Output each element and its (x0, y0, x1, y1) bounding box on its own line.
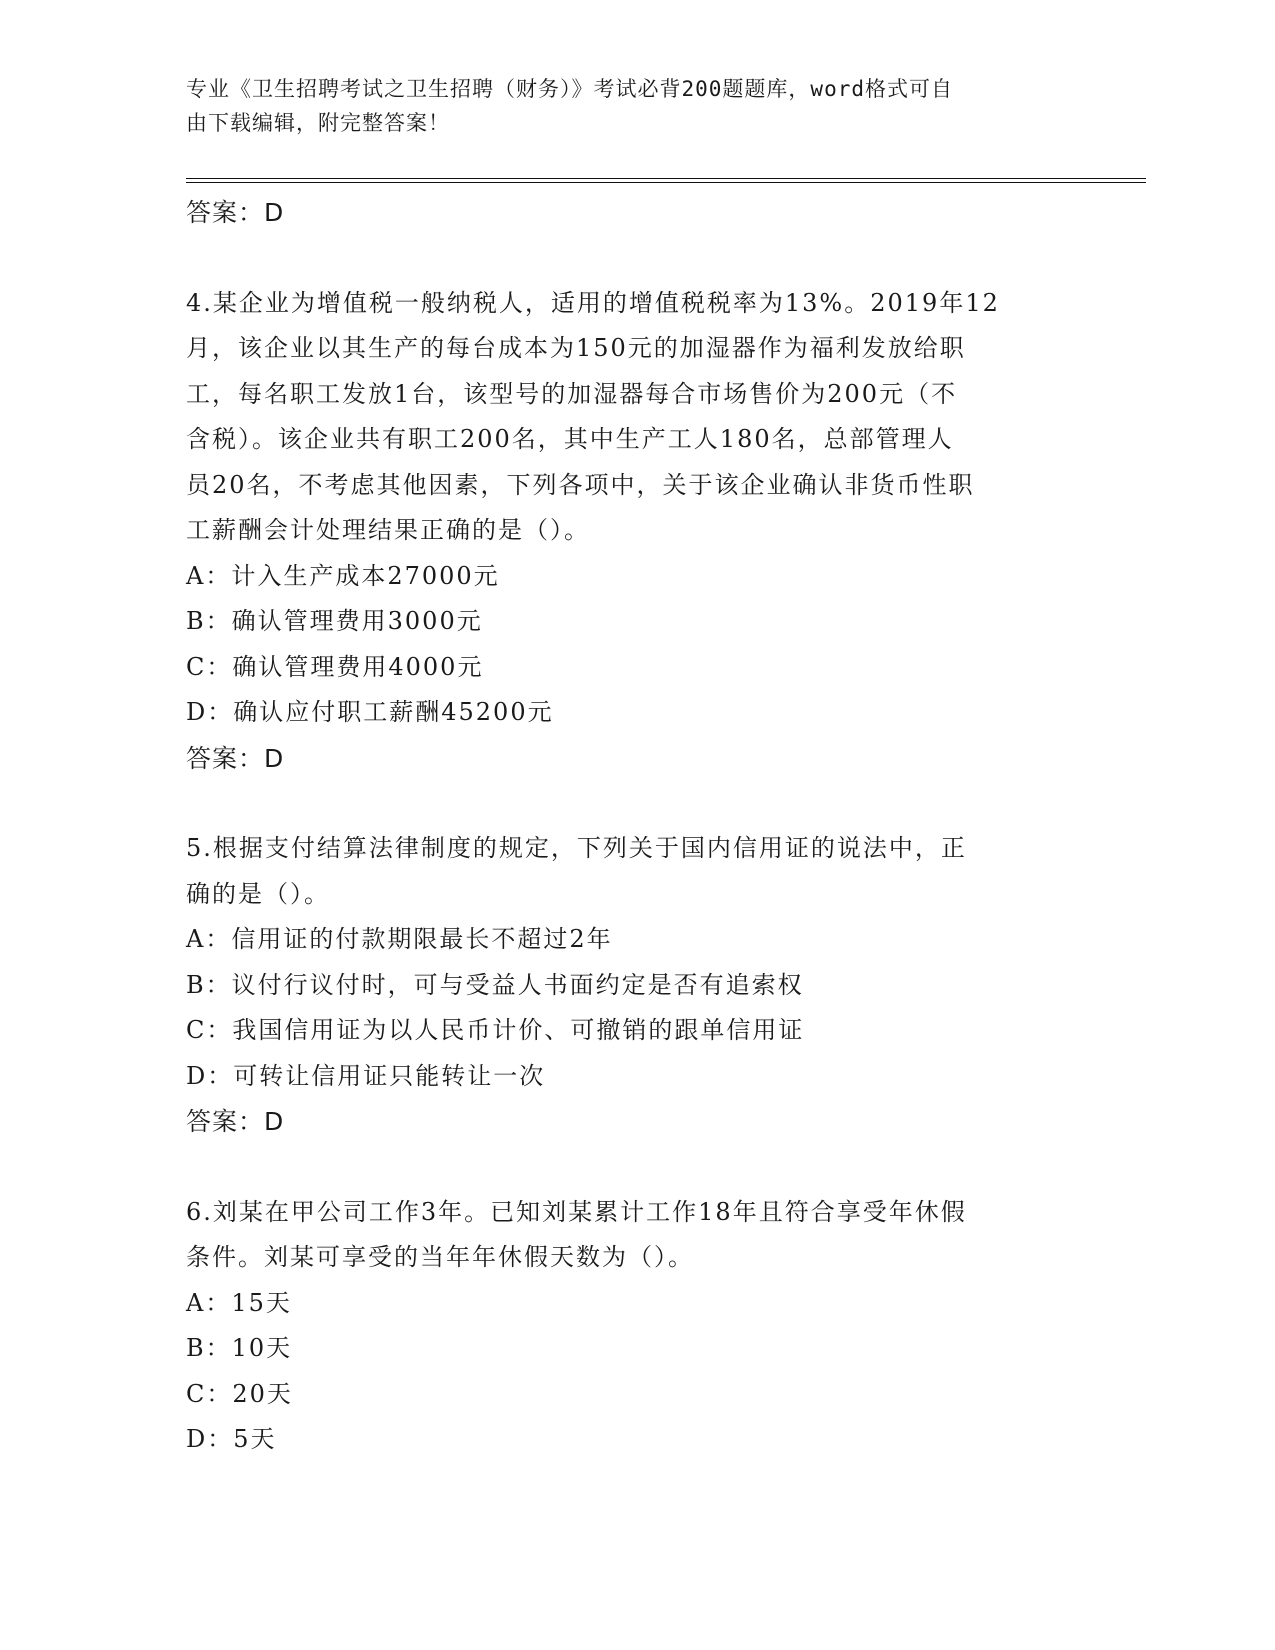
option-d: D：5天 (186, 1425, 277, 1453)
option-b: B：议付行议付时，可与受益人书面约定是否有追索权 (186, 970, 804, 999)
question-text-line: 工薪酬会计处理结果正确的是（）。 (186, 516, 590, 544)
option-d: D：确认应付职工薪酬45200元 (186, 698, 554, 726)
header-divider-bottom (186, 182, 1146, 183)
document-header (186, 72, 1066, 140)
question-text-line: 确的是（）。 (186, 879, 330, 908)
question-4 (186, 281, 1086, 782)
option-a: A：信用证的付款期限最长不超过2年 (186, 925, 613, 953)
option-c: C：我国信用证为以人民币计价、可撤销的跟单信用证 (186, 1016, 805, 1044)
option-b: B：确认管理费用3000元 (186, 607, 483, 635)
header-line-1: 专业《卫生招聘考试之卫生招聘（财务）》考试必背200题题库，word格式可自 (186, 77, 953, 101)
question-text-line: 条件。刘某可享受的当年年休假天数为（）。 (186, 1243, 694, 1271)
option-a: A：计入生产成本27000元 (186, 561, 500, 590)
answer: 答案：D (186, 743, 285, 773)
option-d: D：可转让信用证只能转让一次 (186, 1061, 546, 1090)
header-line-2: 由下载编辑，附完整答案！ (186, 111, 450, 135)
question-text-line: 月，该企业以其生产的每台成本为150元的加湿器作为福利发放给职 (186, 334, 966, 362)
option-a: A：15天 (186, 1288, 292, 1317)
option-b: B：10天 (186, 1334, 293, 1362)
question-text-line: 5.根据支付结算法律制度的规定，下列关于国内信用证的说法中，正 (186, 834, 967, 862)
header-divider-top (186, 178, 1146, 179)
question-text-line: 工，每名职工发放1台，该型号的加湿器每合市场售价为200元（不 (186, 379, 958, 408)
previous-answer: 答案：D (186, 198, 285, 227)
option-c: C：确认管理费用4000元 (186, 652, 484, 681)
question-content (186, 190, 1086, 1463)
option-c: C：20天 (186, 1379, 293, 1408)
question-text-line: 4.某企业为增值税一般纳税人，适用的增值税税率为13%。2019年12 (186, 288, 1000, 317)
answer: 答案：D (186, 1107, 285, 1136)
question-text-line: 含税）。该企业共有职工200名，其中生产工人180名，总部管理人 (186, 425, 954, 453)
question-6 (186, 1190, 1086, 1463)
question-text-line: 员20名，不考虑其他因素，下列各项中，关于该企业确认非货币性职 (186, 470, 975, 499)
question-5 (186, 826, 1086, 1145)
question-text-line: 6.刘某在甲公司工作3年。已知刘某累计工作18年且符合享受年休假 (186, 1197, 967, 1226)
